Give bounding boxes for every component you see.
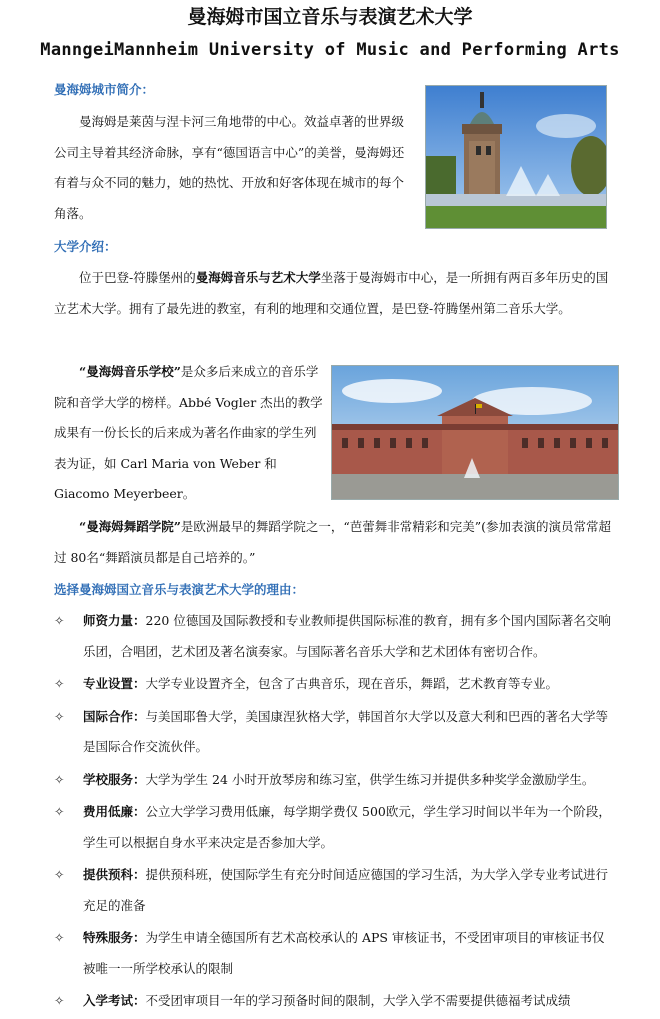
water-tower-photo [425, 85, 607, 229]
reason-body [83, 860, 614, 921]
diamond-bullet-icon: ✧ [54, 676, 65, 691]
reasons-heading: 选择曼海姆国立音乐与表演艺术大学的理由： [54, 582, 305, 597]
reason-body [83, 606, 614, 667]
reason-body [83, 765, 614, 796]
university-name-bold: 曼海姆音乐与艺术大学 [195, 270, 321, 285]
reason-label: 师资力量： [83, 613, 146, 628]
music-school-text: 是众多后来成立的音乐学院和音学大学的榜样。Abbé Vogler 杰出的教学成果有一份长长的后来成为著名作曲家的学生列表为证，如 Carl Maria von Weber 和 Giacomo Meyerbeer。 [54, 364, 323, 501]
reason-body [83, 797, 614, 858]
music-school-name: “曼海姆音乐学校” [79, 364, 181, 379]
music-school-paragraph [54, 357, 324, 510]
reason-text: 公立大学学习费用低廉，每学期学费仅 500欧元，学生学习时间以半年为一个阶段，学生可以根据自身水平来决定是否参加大学。 [83, 804, 611, 850]
dance-school-name: “曼海姆舞蹈学院” [79, 519, 181, 534]
dance-school-paragraph [54, 512, 614, 573]
reason-text: 为学生申请全德国所有艺术高校承认的 APS 审核证书，不受团审项目的审核证书仅被唯一一所学校承认的限制 [83, 930, 605, 976]
reason-item [54, 860, 614, 921]
reason-body [83, 986, 614, 1017]
diamond-bullet-icon: ✧ [54, 613, 65, 628]
reasons-list [54, 606, 614, 1019]
city-intro-text: 曼海姆是莱茵与涅卡河三角地带的中心。效益卓著的世界级公司主导着其经济命脉，享有“德国语言中心”的美誉，曼海姆还有着与众不同的魅力，她的热忱、开放和好客体现在城市的每个角落。 [54, 114, 405, 221]
reason-label: 提供预科： [83, 867, 146, 882]
reason-body [83, 669, 614, 700]
reason-label: 国际合作： [83, 708, 146, 724]
city-intro [54, 107, 416, 229]
university-intro [54, 263, 614, 324]
university-intro-pre: 位于巴登-符滕堡州的 [79, 270, 196, 285]
city-heading: 曼海姆城市简介： [54, 82, 155, 97]
university-heading: 大学介绍： [54, 239, 117, 254]
dance-school-text: 是欧洲最早的舞蹈学院之一，“芭蕾舞非常精彩和完美”(参加表演的演员常常超过 80名“舞蹈演员都是自己培养的。” [54, 519, 612, 565]
reason-label: 专业设置： [83, 676, 146, 691]
reason-item [54, 606, 614, 667]
reason-text: 大学为学生 24 小时开放琴房和练习室，供学生练习并提供多种奖学金激励学生。 [145, 771, 595, 787]
reason-text: 220 位德国及国际教授和专业教师提供国际标准的教育，拥有多个国内国际著名交响乐团，合唱团，艺术团及著名演奏家。与国际著名音乐大学和艺术团体有密切合作。 [83, 613, 611, 659]
reason-body [83, 923, 614, 984]
reason-item [54, 797, 614, 858]
diamond-bullet-icon: ✧ [54, 708, 65, 724]
reason-text: 提供预科班，使国际学生有充分时间适应德国的学习生活，为大学入学专业考试进行充足的准备 [83, 867, 609, 913]
reason-label: 入学考试： [83, 993, 146, 1008]
diamond-bullet-icon: ✧ [54, 771, 65, 787]
palace-photo [331, 365, 619, 500]
reason-label: 费用低廉： [83, 804, 146, 819]
university-intro-post: 坐落于曼海姆市中心，是一所拥有两百多年历史的国立艺术大学。拥有了最先进的教室，有利的地理和交通位置，是巴登-符腾堡州第二音乐大学。 [54, 270, 609, 316]
reason-item [54, 923, 614, 984]
diamond-bullet-icon: ✧ [54, 804, 65, 819]
diamond-bullet-icon: ✧ [54, 930, 65, 945]
page-title-english: ManngeiMannheim University of Music and Performing Arts [40, 40, 620, 60]
reason-item [54, 702, 614, 763]
reason-text: 不受团审项目一年的学习预备时间的限制，大学入学不需要提供德福考试成绩 [145, 993, 571, 1008]
page-title: 曼海姆市国立音乐与表演艺术大学 [187, 6, 473, 28]
reason-body [83, 702, 614, 763]
reason-text: 大学专业设置齐全，包含了古典音乐，现在音乐，舞蹈，艺术教育等专业。 [145, 676, 559, 691]
reason-text: 与美国耶鲁大学，美国康涅狄格大学，韩国首尔大学以及意大利和巴西的著名大学等是国际合作交流伙伴。 [83, 708, 609, 754]
reason-item [54, 765, 614, 796]
diamond-bullet-icon: ✧ [54, 867, 65, 882]
reason-item [54, 669, 614, 700]
reason-item [54, 986, 614, 1017]
reason-label: 特殊服务： [83, 930, 146, 945]
diamond-bullet-icon: ✧ [54, 993, 65, 1008]
reason-label: 学校服务： [83, 771, 146, 787]
